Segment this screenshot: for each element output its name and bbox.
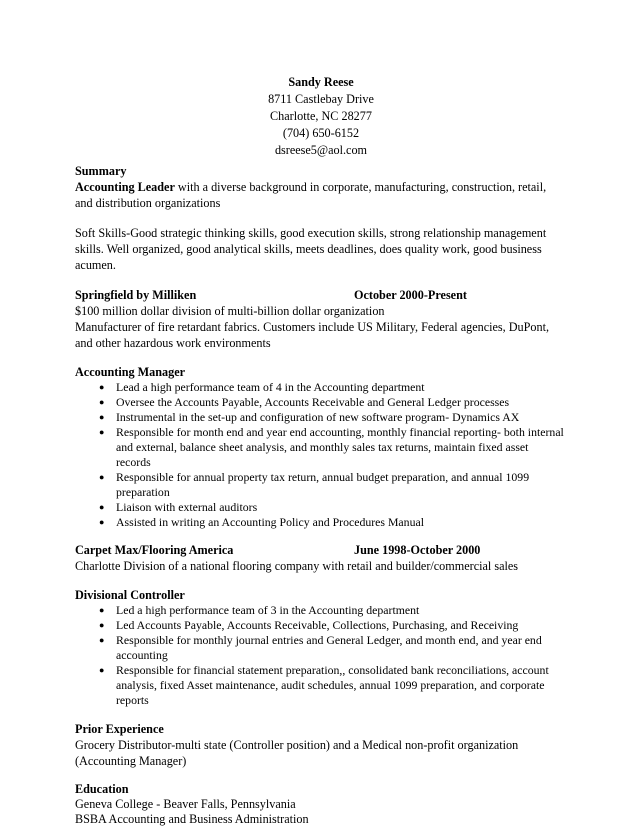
- contact-header: [0, 74, 638, 159]
- job1-bullets: [75, 380, 565, 530]
- education-heading: Education: [75, 782, 129, 796]
- list-item: ● Responsible for financial statement preparation,, consolidated bank reconciliations, account analysis, fixed Asset maintenance, audit schedules, annual 1099 preparation, and corporate reports: [99, 663, 549, 707]
- bullet-icon: ●: [99, 397, 105, 407]
- prior-experience-section: [75, 721, 565, 769]
- job2-company: Carpet Max/Flooring America: [75, 543, 234, 557]
- job2-header: [75, 542, 565, 558]
- prior-experience-text: Grocery Distributor-multi state (Controller position) and a Medical non-profit organization (Accounting Manager): [75, 738, 519, 768]
- bullet-icon: ●: [99, 517, 105, 527]
- job-springfield: [75, 287, 565, 530]
- bullet-icon: ●: [99, 635, 105, 645]
- summary-lead-bold: Accounting Leader: [75, 180, 175, 194]
- job1-header: [75, 287, 565, 303]
- job2-description: Charlotte Division of a national flooring company with retail and builder/commercial sales: [75, 559, 519, 573]
- job2-role: [75, 587, 565, 708]
- list-item: ● Liaison with external auditors: [99, 500, 258, 514]
- list-item: ● Led a high performance team of 3 in the Accounting department: [99, 603, 420, 617]
- bullet-icon: ●: [99, 665, 105, 675]
- education-section: [75, 781, 565, 827]
- bullet-icon: ●: [99, 427, 105, 437]
- candidate-name: Sandy Reese: [288, 75, 354, 89]
- job2-dates: June 1998-October 2000: [354, 543, 481, 557]
- job1-role: [75, 364, 565, 530]
- prior-experience-heading: Prior Experience: [75, 722, 164, 736]
- address-line-2: Charlotte, NC 28277: [270, 109, 372, 123]
- list-item: ● Lead a high performance team of 4 in the Accounting department: [99, 380, 425, 394]
- bullet-icon: ●: [99, 472, 105, 482]
- list-item: ● Assisted in writing an Accounting Policy and Procedures Manual: [99, 515, 424, 529]
- job2-bullets: [75, 603, 565, 708]
- email-address: dsreese5@aol.com: [274, 143, 368, 157]
- summary-section: [75, 163, 565, 273]
- job-carpet-max: [75, 542, 565, 708]
- list-item: ● Responsible for month end and year end accounting, monthly financial reporting- both internal and external, balance sheet analysis, and monthly sales tax returns, maintain fixed asset records: [99, 425, 564, 469]
- job1-dates: October 2000-Present: [354, 288, 467, 302]
- list-item: ● Led Accounts Payable, Accounts Receivable, Collections, Purchasing, and Receiving: [99, 618, 519, 632]
- summary-heading: Summary: [75, 164, 127, 178]
- list-item: ● Oversee the Accounts Payable, Accounts Receivable and General Ledger processes: [99, 395, 510, 409]
- bullet-icon: ●: [99, 502, 105, 512]
- bullet-icon: ●: [99, 605, 105, 615]
- job2-role-title: Divisional Controller: [75, 588, 185, 602]
- job1-description-2: Manufacturer of fire retardant fabrics. Customers include US Military, Federal agencies, DuPont, and other hazardous work environments: [75, 320, 550, 350]
- job1-company: Springfield by Milliken: [75, 288, 197, 302]
- resume-body: [75, 163, 565, 827]
- education-degree: BSBA Accounting and Business Administration: [75, 812, 309, 826]
- summary-lead: [75, 179, 565, 211]
- summary-lead-text: with a diverse background in corporate, manufacturing, construction, retail, and distribution organizations: [75, 180, 547, 210]
- phone-number: (704) 650-6152: [282, 126, 360, 140]
- job1-role-title: Accounting Manager: [75, 365, 186, 379]
- job1-description-1: $100 million dollar division of multi-billion dollar organization: [75, 304, 385, 318]
- bullet-icon: ●: [99, 620, 105, 630]
- bullet-icon: ●: [99, 412, 105, 422]
- bullet-icon: ●: [99, 382, 105, 392]
- list-item: ● Responsible for annual property tax return, annual budget preparation, and annual 1099 preparation: [99, 470, 530, 499]
- list-item: ● Instrumental in the set-up and configuration of new software program- Dynamics AX: [99, 410, 520, 424]
- education-school: Geneva College - Beaver Falls, Pennsylvania: [75, 797, 296, 811]
- soft-skills: Soft Skills-Good strategic thinking skills, good execution skills, strong relationship management skills. Well organized, good analytical skills, meets deadlines, does quality work, good business acumen.: [75, 226, 547, 272]
- address-line-1: 8711 Castlebay Drive: [268, 92, 374, 106]
- list-item: ● Responsible for monthly journal entries and General Ledger, and month end, and year end accounting: [99, 633, 542, 662]
